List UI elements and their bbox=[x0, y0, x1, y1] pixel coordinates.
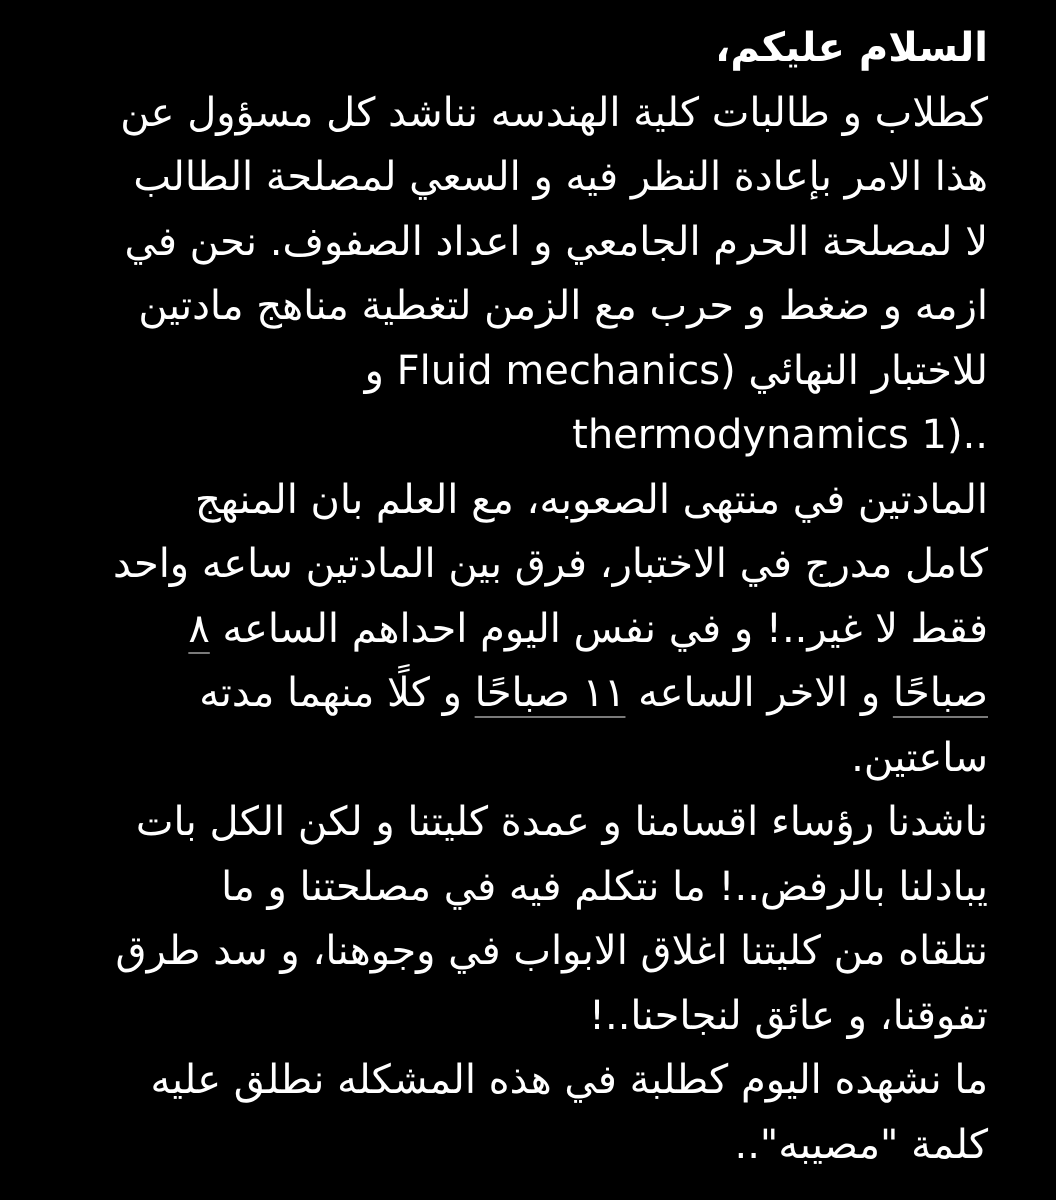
note-line: هذا الامر بإعادة النظر فيه و السعي لمصلحة الطالب bbox=[133, 154, 988, 200]
note-line: المادتين في منتهى الصعوبه، مع العلم بان المنهج bbox=[195, 476, 988, 523]
note-line bbox=[60, 661, 988, 726]
note-line-text: و كلًا منهما مدته bbox=[199, 670, 475, 716]
time-link-11[interactable]: ١١ صباحًا bbox=[474, 670, 626, 716]
note-line: ناشدنا رؤساء اقسامنا و عمدة كليتنا و لكن الكل بات bbox=[135, 799, 988, 845]
note-line: لا لمصلحة الحرم الجامعي و اعداد الصفوف. نحن في bbox=[124, 218, 988, 265]
note-line: كامل مدرج في الاختبار، فرق بين المادتين ساعه واحد bbox=[112, 541, 988, 587]
note-line: يبادلنا بالرفض..! ما نتكلم فيه في مصلحتنا و ما bbox=[221, 863, 988, 910]
note-line bbox=[60, 403, 988, 468]
note-line: كلمة "مصيبه".. bbox=[734, 1121, 988, 1168]
note-line: ما نشهده اليوم كطلبة في هذه المشكله نطلق عليه bbox=[150, 1057, 988, 1103]
note-line: نتلقاه من كليتنا اغلاق الابواب في وجوهنا، و سد طرق bbox=[115, 928, 988, 974]
time-link-morning[interactable]: صباحًا bbox=[892, 670, 988, 716]
note-line: ازمه و ضغط و حرب مع الزمن لتغطية مناهج مادتين bbox=[138, 283, 988, 329]
greeting-heading: السلام عليكم، bbox=[715, 25, 988, 71]
note-line-text: و الاخر الساعه bbox=[625, 670, 893, 716]
note-body bbox=[60, 16, 988, 1177]
course-name-ltr: thermodynamics 1).. bbox=[572, 412, 988, 458]
note-line: تفوقنا، و عائق لنجاحنا..! bbox=[588, 992, 988, 1039]
note-line bbox=[60, 597, 988, 662]
note-line: للاختبار النهائي (Fluid mechanics و bbox=[364, 347, 988, 394]
time-link-8[interactable]: ٨ bbox=[188, 605, 210, 652]
note-line: كطلاب و طالبات كلية الهندسه نناشد كل مسؤول عن bbox=[120, 89, 988, 136]
note-line-text: فقط لا غير..! و في نفس اليوم احداهم الساعه bbox=[222, 605, 988, 652]
note-line: ساعتين. bbox=[851, 734, 988, 781]
